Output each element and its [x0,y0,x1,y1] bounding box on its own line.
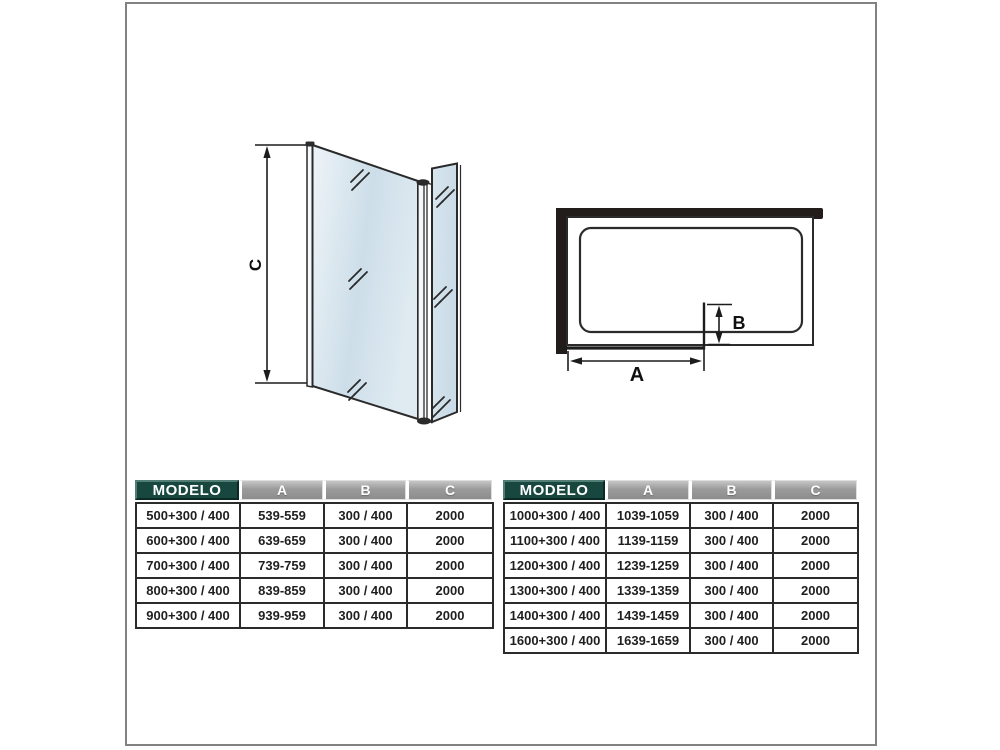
fold-profile [418,181,424,421]
spec-table-right [503,480,857,654]
table-cell: 500+300 / 400 [136,503,240,528]
table-header-b: B [689,480,772,500]
tray-top-view-diagram [545,200,845,390]
table-cell: 1039-1059 [606,503,690,528]
table-cell: 639-659 [240,528,324,553]
table-cell: 900+300 / 400 [136,603,240,628]
table-row [136,578,493,603]
table-header-b: B [323,480,406,500]
table-header-c: C [772,480,857,500]
table-cell: 739-759 [240,553,324,578]
table-cell: 1439-1459 [606,603,690,628]
table-cell: 700+300 / 400 [136,553,240,578]
table-cell: 300 / 400 [324,578,407,603]
table-cell: 939-959 [240,603,324,628]
table-cell: 2000 [773,603,858,628]
table-cell: 839-859 [240,578,324,603]
table-header-modelo: MODELO [135,480,239,500]
table-row [136,603,493,628]
spec-table-left [135,480,492,629]
table-header-row [135,480,492,500]
height-dimension-label: C [246,258,265,272]
tray-inner [580,228,802,332]
spec-table-body [503,502,859,654]
table-cell: 539-559 [240,503,324,528]
table-row [136,503,493,528]
table-cell: 300 / 400 [690,528,773,553]
table-row [504,553,858,578]
table-cell: 1139-1159 [606,528,690,553]
table-row [504,528,858,553]
table-cell: 300 / 400 [324,528,407,553]
table-cell: 300 / 400 [690,628,773,653]
table-cell: 1639-1659 [606,628,690,653]
table-cell: 1200+300 / 400 [504,553,606,578]
table-row [504,503,858,528]
width-dimension-label: A [629,364,645,386]
table-row [504,603,858,628]
table-cell: 800+300 / 400 [136,578,240,603]
return-dimension-label: B [732,313,746,333]
table-cell: 2000 [773,578,858,603]
table-cell: 2000 [407,503,493,528]
table-header-row [503,480,857,500]
table-header-c: C [406,480,492,500]
panel-3d-diagram [235,130,475,440]
table-cell: 1300+300 / 400 [504,578,606,603]
table-row [504,578,858,603]
table-cell: 300 / 400 [690,503,773,528]
table-cell: 1339-1359 [606,578,690,603]
table-cell: 300 / 400 [324,553,407,578]
main-glass-panel [313,145,419,419]
spec-table-body [135,502,494,629]
table-cell: 1400+300 / 400 [504,603,606,628]
table-row [504,628,858,653]
table-cell: 300 / 400 [690,553,773,578]
table-cell: 2000 [773,503,858,528]
table-cell: 2000 [773,528,858,553]
table-cell: 1000+300 / 400 [504,503,606,528]
table-header-a: A [239,480,323,500]
return-glass-panel [432,164,457,423]
table-cell: 300 / 400 [690,603,773,628]
table-header-modelo: MODELO [503,480,605,500]
table-row [136,553,493,578]
wall-left [556,208,567,354]
table-cell: 1100+300 / 400 [504,528,606,553]
table-cell: 300 / 400 [324,503,407,528]
table-header-a: A [605,480,689,500]
table-cell: 2000 [407,578,493,603]
table-cell: 300 / 400 [690,578,773,603]
table-cell: 300 / 400 [324,603,407,628]
table-cell: 2000 [407,553,493,578]
table-cell: 2000 [773,628,858,653]
table-cell: 2000 [773,553,858,578]
table-cell: 2000 [407,603,493,628]
table-cell: 1600+300 / 400 [504,628,606,653]
table-row [136,528,493,553]
table-cell: 2000 [407,528,493,553]
table-cell: 1239-1259 [606,553,690,578]
table-cell: 600+300 / 400 [136,528,240,553]
